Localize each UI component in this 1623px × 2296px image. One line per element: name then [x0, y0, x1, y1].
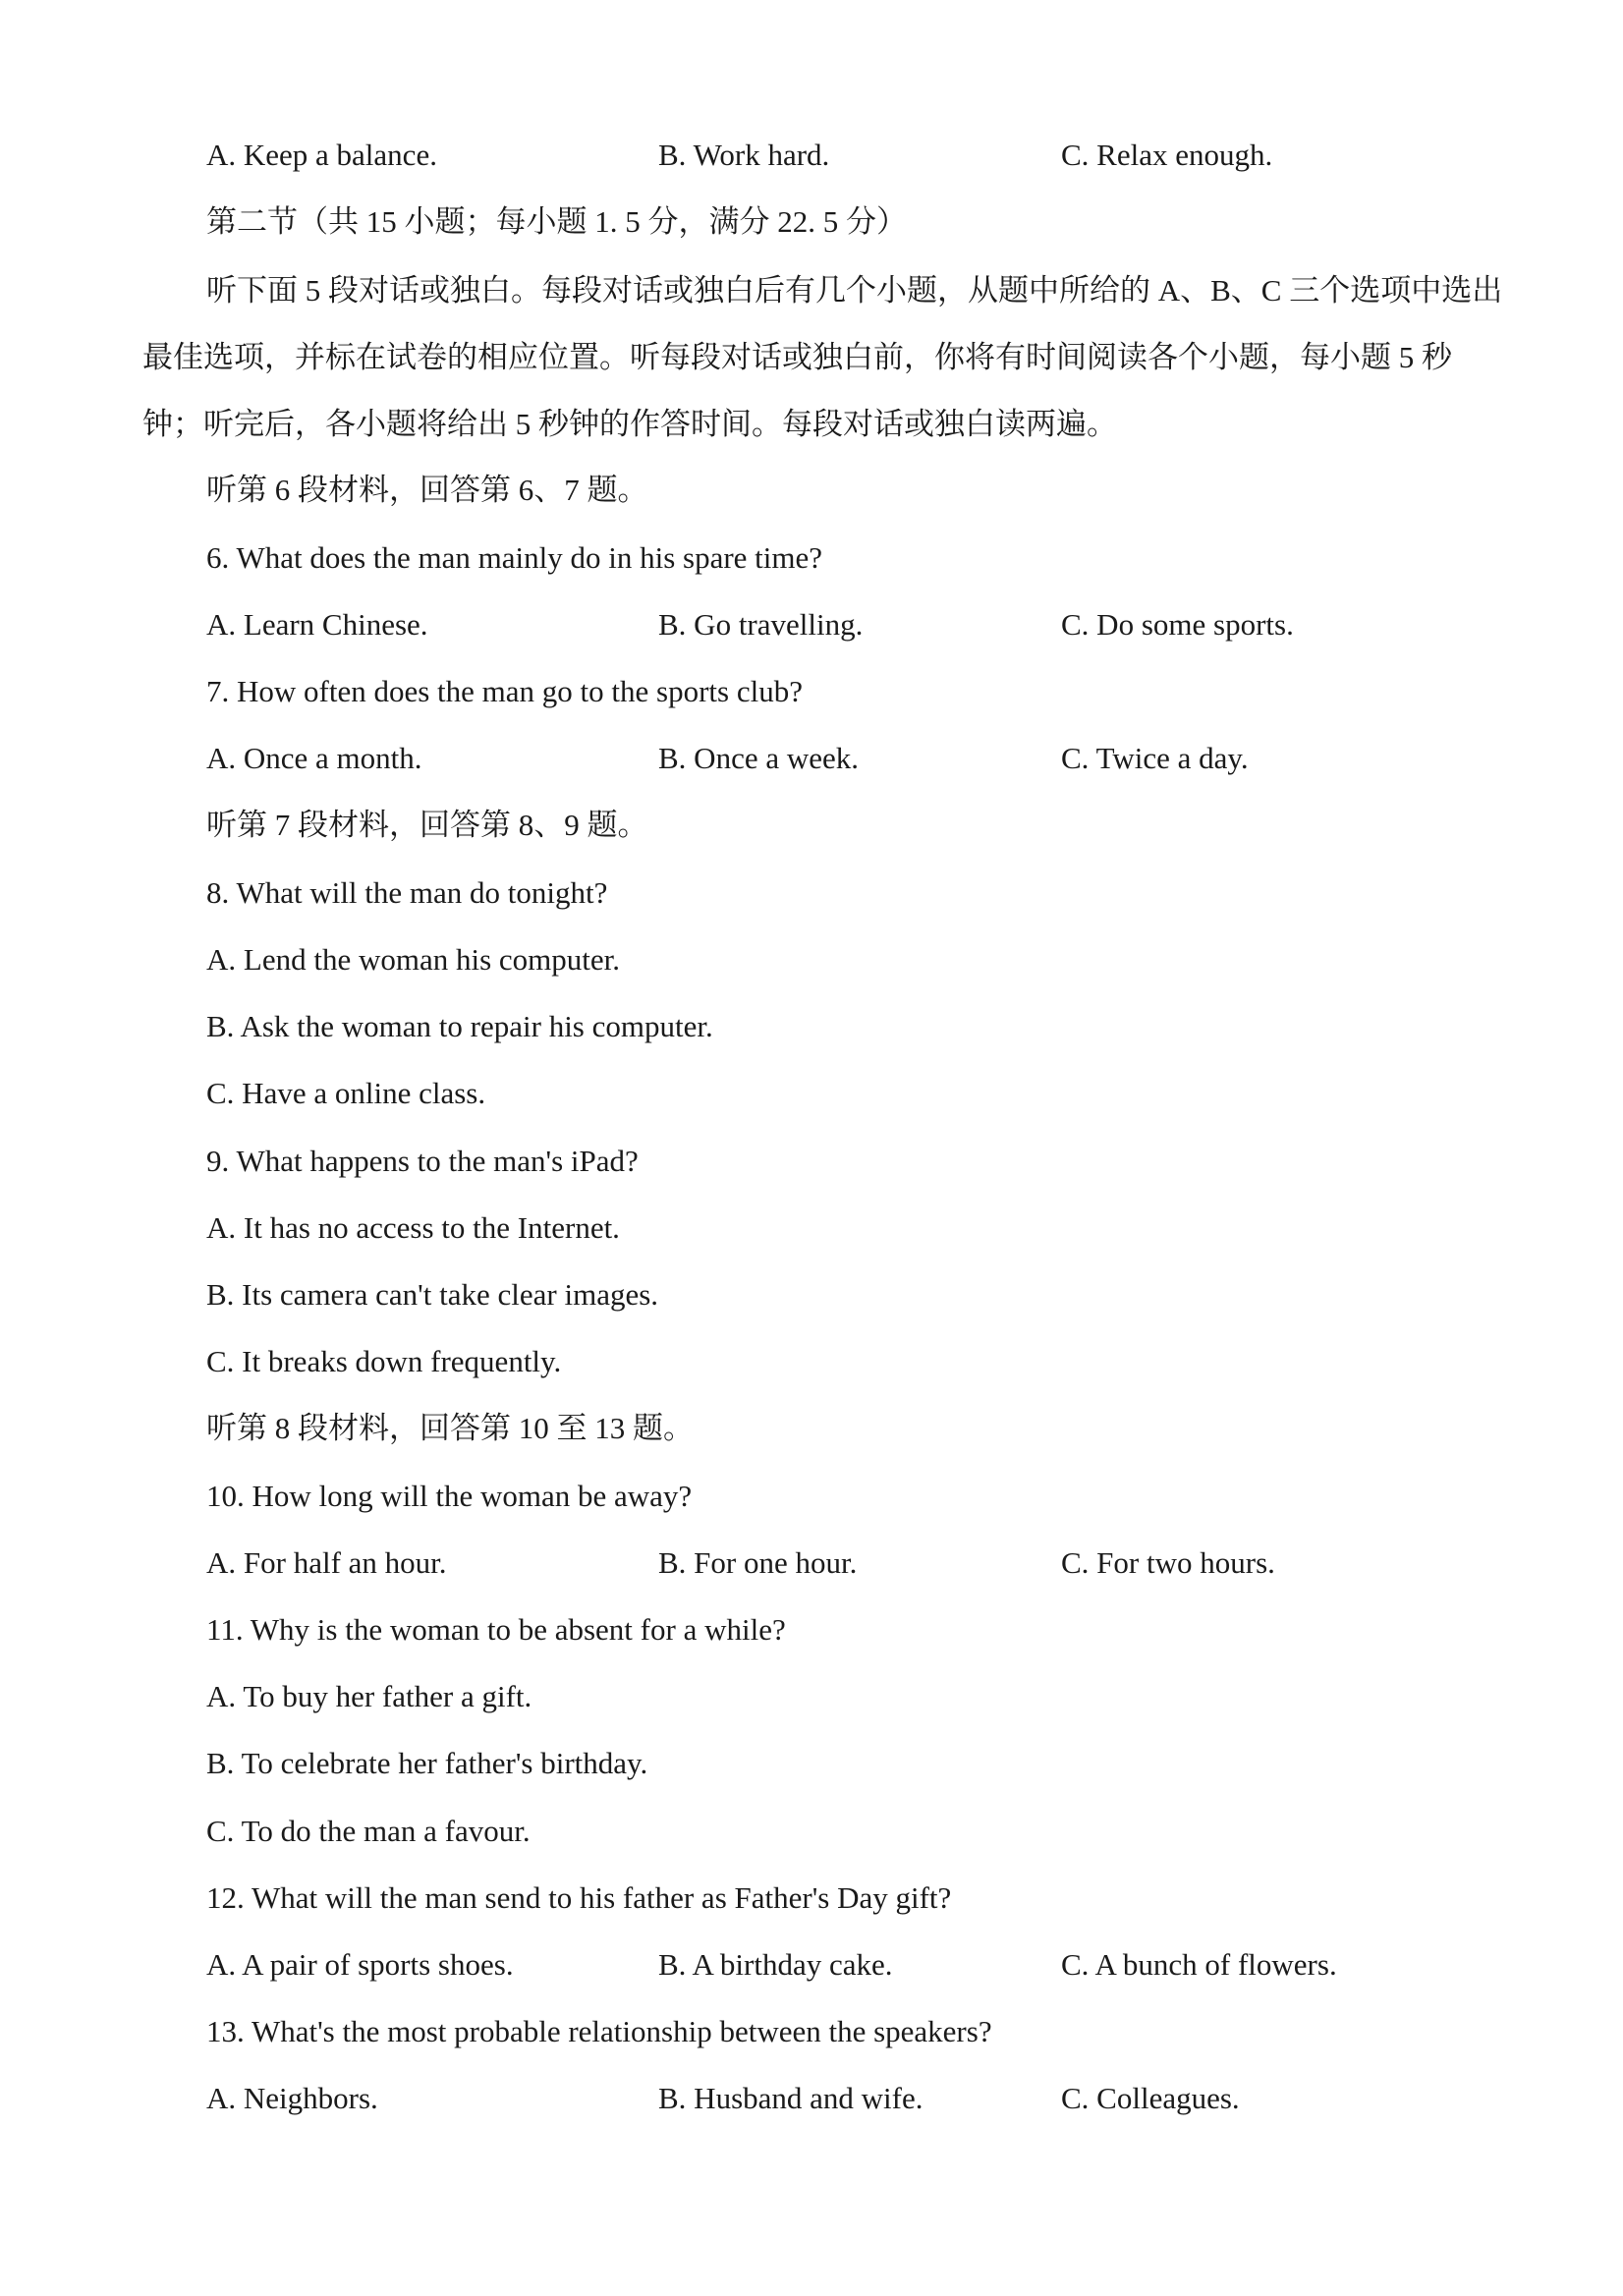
q8-option-a: A. Lend the woman his computer.	[206, 942, 620, 977]
q7-option-c: C. Twice a day.	[1061, 741, 1249, 775]
q13-option-c: C. Colleagues.	[1061, 2081, 1240, 2115]
q8-option-c: C. Have a online class.	[206, 1076, 486, 1110]
q6-option-b: B. Go travelling.	[658, 607, 864, 642]
q12-option-c: C. A bunch of flowers.	[1061, 1947, 1337, 1982]
q11-option-b: B. To celebrate her father's birthday.	[206, 1746, 648, 1780]
question-12: 12. What will the man send to his father as Father's Day gift?	[206, 1880, 952, 1915]
q9-option-a: A. It has no access to the Internet.	[206, 1210, 620, 1245]
q6-option-c: C. Do some sports.	[1061, 607, 1294, 642]
question-11: 11. Why is the woman to be absent for a while?	[206, 1612, 786, 1647]
segment-7-header: 听第 7 段材料，回答第 8、9 题。	[206, 808, 648, 842]
question-13: 13. What's the most probable relationship between the speakers?	[206, 2014, 992, 2048]
q12-option-b: B. A birthday cake.	[658, 1947, 893, 1982]
segment-8-header: 听第 8 段材料，回答第 10 至 13 题。	[206, 1411, 694, 1445]
q13-option-a: A. Neighbors.	[206, 2081, 378, 2115]
q12-option-a: A. A pair of sports shoes.	[206, 1947, 514, 1982]
q11-option-a: A. To buy her father a gift.	[206, 1679, 532, 1713]
q10-option-a: A. For half an hour.	[206, 1545, 447, 1580]
question-7: 7. How often does the man go to the sports club?	[206, 674, 803, 708]
q13-option-b: B. Husband and wife.	[658, 2081, 923, 2115]
question-9: 9. What happens to the man's iPad?	[206, 1144, 639, 1178]
q5-option-b: B. Work hard.	[658, 138, 830, 172]
section-heading: 第二节（共 15 小题；每小题 1. 5 分，满分 22. 5 分）	[206, 204, 907, 239]
section-instructions: 听下面 5 段对话或独白。每段对话或独白后有几个小题，从题中所给的 A、B、C 三个选项中选出最佳选项，并标在试卷的相应位置。听每段对话或独白前，你将有时间阅读各个小题，每小题 5 秒钟；听完后，各小题将给出 5 秒钟的作答时间。每段对话或独白读两遍。	[142, 273, 1503, 441]
q5-option-a: A. Keep a balance.	[206, 138, 437, 172]
question-10: 10. How long will the woman be away?	[206, 1479, 693, 1513]
question-6: 6. What does the man mainly do in his spare time?	[206, 540, 823, 575]
question-8: 8. What will the man do tonight?	[206, 875, 608, 910]
q11-option-c: C. To do the man a favour.	[206, 1814, 531, 1848]
q7-option-b: B. Once a week.	[658, 741, 859, 775]
q10-option-c: C. For two hours.	[1061, 1545, 1275, 1580]
q10-option-b: B. For one hour.	[658, 1545, 858, 1580]
q9-option-b: B. Its camera can't take clear images.	[206, 1277, 659, 1312]
q8-option-b: B. Ask the woman to repair his computer.	[206, 1009, 713, 1043]
q9-option-c: C. It breaks down frequently.	[206, 1344, 562, 1378]
q7-option-a: A. Once a month.	[206, 741, 422, 775]
segment-6-header: 听第 6 段材料，回答第 6、7 题。	[206, 473, 648, 507]
q5-option-c: C. Relax enough.	[1061, 138, 1273, 172]
q6-option-a: A. Learn Chinese.	[206, 607, 428, 642]
